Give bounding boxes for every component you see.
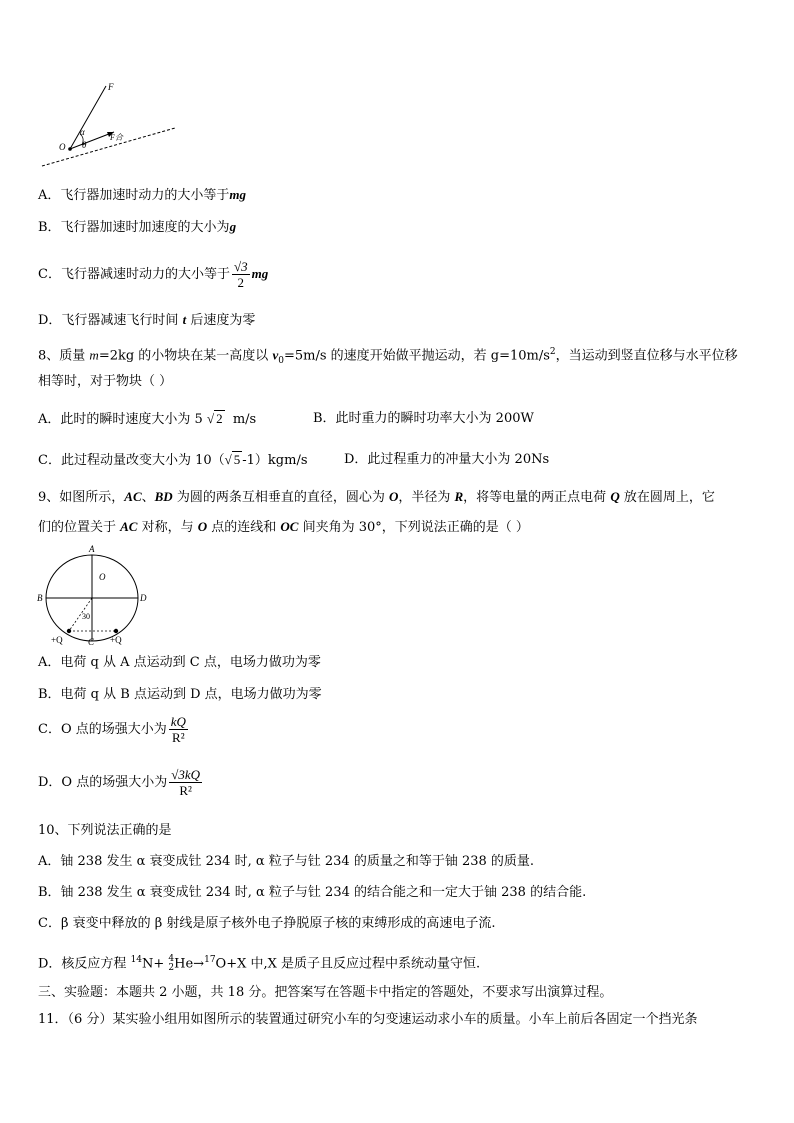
fig2-label-O: O (99, 572, 106, 582)
fig2-label-angle: 30 (82, 612, 90, 621)
q8-stem-line1: 8、质量 m=2kg 的小物块在某一高度以 $v_0=5m/s$ 的速度开始做平抛运动，若 $g=10m/s^2$，当运动到竖直位移与水平位移 (38, 347, 738, 366)
fig2-label-B: B (37, 593, 43, 603)
q9-stem-line2: 们的位置关于 AC 对称，与 O 点的连线和 OC 间夹角为 30°，下列说法正确的是（ ） (38, 519, 529, 535)
fig1-label-F: F (108, 82, 114, 92)
q10-title: 10、下列说法正确的是 (38, 823, 172, 838)
sqrt-symbol: √ 5 (224, 452, 241, 467)
q7-option-a: A．飞行器加速时动力的大小等于mg (38, 187, 247, 203)
q8-option-c: C．此过程动量改变大小为 10（√ 5 -1）kgm/s (38, 452, 308, 468)
fig2-label-A: A (89, 544, 95, 554)
q9-option-a: A．电荷 q 从 A 点运动到 C 点，电场力做功为零 (38, 655, 321, 670)
fig1-label-alpha: α (80, 127, 85, 137)
q7-option-d: D．飞行器减速飞行时间 t 后速度为零 (38, 312, 256, 328)
isotope-script: 4 2 (168, 953, 175, 973)
circle-charge-diagram (36, 543, 156, 649)
fig1-label-O: O (59, 142, 66, 152)
q7-option-c: C．飞行器减速时动力的大小等于 $\frac{√3}{2}$ mg (38, 259, 269, 290)
q10-option-c: C．β 衰变中释放的 β 射线是原子核外电子挣脱原子核的束缚形成的高速电子流. (38, 916, 496, 931)
fig2-label-Q1: +Q (51, 635, 63, 645)
fig1-label-theta: θ (82, 140, 87, 150)
force-diagram (38, 78, 178, 170)
section-3-heading: 三、实验题：本题共 2 小题，共 18 分。把答案写在答题卡中指定的答题处，不要求写出演算过程。 (38, 985, 613, 1000)
q9-option-c: C．O 点的场强大小为 $\frac{kQ}{\text{R²}}$ (38, 714, 186, 745)
q8-option-a: A．此时的瞬时速度大小为 5 √ 2 m/s (38, 411, 257, 427)
fig2-label-Q2: +Q (110, 635, 122, 645)
fig2-label-C: C (88, 637, 95, 647)
q9-stem-line1: 9、如图所示，AC、BD 为圆的两条互相垂直的直径，圆心为 O，半径为 R，将等电量的两正点电荷 Q 放在圆周上，它 (38, 489, 715, 505)
q10-option-b: B．铀 238 发生 α 衰变成钍 234 时, α 粒子与钍 234 的结合能之和一定大于铀 238 的结合能. (38, 885, 587, 900)
q10-option-d: D．核反应方程 $^{14}$N+ 4 2 He→$^{17}$O+X 中,X 是质子且反应过程中系统动量守恒. (38, 953, 481, 973)
q11-stem: 11．（6 分）某实验小组用如图所示的装置通过研究小车的匀变速运动求小车的质量。小车上前后各固定一个挡光条 (38, 1012, 698, 1027)
q9-option-d: D．O 点的场强大小为 $\frac{√3kQ}{\text{R²}}$ (38, 767, 201, 798)
q8-stem-line2: 相等时，对于物块（ ） (38, 374, 173, 389)
q9d-fraction: $\frac{√3kQ}{\text{R²}}$ (171, 767, 201, 798)
q7-option-b: B．飞行器加速时加速度的大小为g (38, 219, 237, 235)
sqrt-symbol: √ 2 (206, 411, 223, 426)
q10-option-a: A．铀 238 发生 α 衰变成钍 234 时, α 粒子与钍 234 的质量之和等于铀 238 的质量. (38, 854, 535, 869)
fig1-label-Fhe: F合 (110, 133, 123, 142)
q9-option-b: B．电荷 q 从 B 点运动到 D 点，电场力做功为零 (38, 687, 322, 702)
fig2-label-D: D (140, 593, 147, 603)
q8-option-d: D．此过程重力的冲量大小为 20Ns (344, 452, 550, 467)
q9c-fraction: $\frac{kQ}{\text{R²}}$ (170, 714, 186, 745)
q8-option-b: B．此时重力的瞬时功率大小为 200W (313, 411, 534, 426)
q7-fraction: $\frac{√3}{2}$ (233, 259, 248, 290)
